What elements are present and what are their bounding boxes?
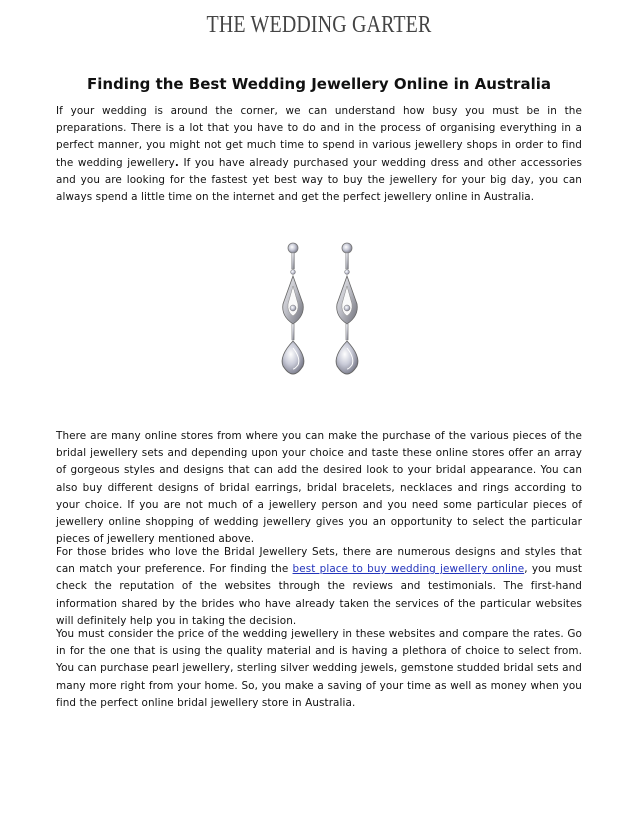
paragraph-intro — [56, 103, 582, 206]
paragraph-intro-bold-dot: . — [174, 156, 179, 169]
paragraph-bridal-sets-part-b: , you must check the reputation of the websites through the reviews and testimonials. The first-hand information shared by the brides who have already taken the services of the particular websites will definitely help you in taking the decision. — [56, 563, 583, 627]
paragraph-intro-part-a: If your wedding is around the corner, we can understand how busy you must be in the preparations. There is a lot that you have to do and in the process of organising everything in a perfect manner, you might not get much time to spend in various jewellery shops in order to find the wedding jewellery — [56, 105, 582, 169]
article-title: Finding the Best Wedding Jewellery Online in Australia — [87, 75, 551, 93]
left-earring — [282, 243, 304, 374]
paragraph-price: You must consider the price of the wedding jewellery in these websites and compare the rates. Go in for the one that is using the quality material and is having a plethora of choice to select from. You can purchase pearl jewellery, sterling silver wedding jewels, gemstone studded bridal sets and many more right from your home. So, you make a saving of your time as well as money when you find the perfect online bridal jewellery store in Australia. — [56, 628, 582, 709]
paragraph-bridal-sets-part-a: For those brides who love the Bridal Jewellery Sets, there are numerous designs and styles that can match your preference. For finding the — [56, 546, 582, 576]
paragraph-intro-part-b: If you have already purchased your wedding dress and other accessories and you are looking for the fastest yet best way to buy the jewellery for your big day, you can always spend a little time on the internet and get the perfect jewellery online in Australia. — [56, 156, 582, 204]
earrings-image — [265, 238, 385, 378]
site-logo: THE WEDDING GARTER — [206, 12, 432, 38]
best-place-link[interactable]: best place to buy wedding jewellery online — [292, 563, 525, 576]
paragraph-bridal-sets — [56, 544, 582, 630]
right-earring — [336, 243, 358, 374]
paragraph-online-stores: There are many online stores from where you can make the purchase of the various pieces of the bridal jewellery sets and depending upon your choice and taste these online stores offer an array of gorgeous styles and designs that can add the desired look to your bridal appearance. You can also buy different designs of bridal earrings, bridal bracelets, necklaces and rings according to your choice. If you are not much of a jewellery person and you need some particular pieces of jewellery online shopping of wedding jewellery gives you an opportunity to select the particular pieces of jewellery mentioned above. — [56, 430, 582, 546]
